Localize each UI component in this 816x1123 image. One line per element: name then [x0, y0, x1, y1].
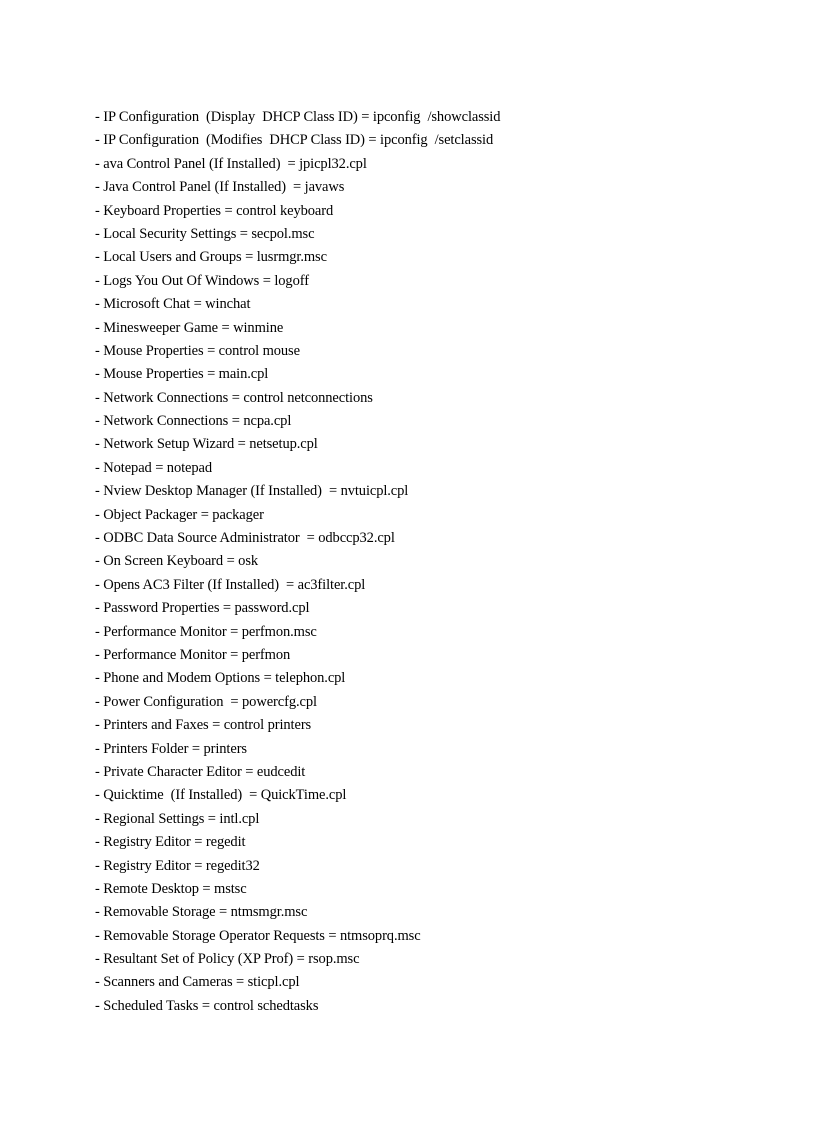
command-line: - Regional Settings = intl.cpl: [95, 810, 260, 827]
command-line: - Resultant Set of Policy (XP Prof) = rsop.msc: [95, 951, 360, 968]
command-line: - Java Control Panel (If Installed) = javaws: [95, 179, 345, 196]
command-line: - ODBC Data Source Administrator = odbccp32.cpl: [95, 530, 395, 547]
command-line: - On Screen Keyboard = osk: [95, 553, 259, 570]
command-line: - Notepad = notepad: [95, 459, 213, 476]
command-line: - ava Control Panel (If Installed) = jpicpl32.cpl: [95, 155, 367, 172]
command-line: - Object Packager = packager: [95, 506, 264, 523]
command-line: - Power Configuration = powercfg.cpl: [95, 693, 317, 710]
command-line: - Performance Monitor = perfmon.msc: [95, 623, 317, 640]
command-line: - Mouse Properties = main.cpl: [95, 366, 269, 383]
command-line: - Performance Monitor = perfmon: [95, 646, 291, 663]
command-line: - Remote Desktop = mstsc: [95, 880, 247, 897]
command-line: - Network Setup Wizard = netsetup.cpl: [95, 436, 318, 453]
command-line: - Local Users and Groups = lusrmgr.msc: [95, 249, 327, 266]
command-line: - Mouse Properties = control mouse: [95, 342, 300, 359]
command-line: - Removable Storage Operator Requests = ntmsoprq.msc: [95, 927, 421, 944]
command-line: - Keyboard Properties = control keyboard: [95, 202, 334, 219]
command-line: - Quicktime (If Installed) = QuickTime.cpl: [95, 787, 347, 804]
command-line: - Nview Desktop Manager (If Installed) = nvtuicpl.cpl: [95, 483, 409, 500]
command-line: - Opens AC3 Filter (If Installed) = ac3filter.cpl: [95, 576, 366, 593]
command-line: - Registry Editor = regedit: [95, 834, 246, 851]
command-line: - Local Security Settings = secpol.msc: [95, 225, 315, 242]
command-line: - Minesweeper Game = winmine: [95, 319, 284, 336]
command-line: - Scheduled Tasks = control schedtasks: [95, 997, 319, 1014]
command-line: - Removable Storage = ntmsmgr.msc: [95, 904, 308, 921]
command-list: [95, 106, 500, 1018]
command-line: - Scanners and Cameras = sticpl.cpl: [95, 974, 300, 991]
command-line: - Logs You Out Of Windows = logoff: [95, 272, 309, 289]
command-line: - Printers Folder = printers: [95, 740, 247, 757]
command-line: - Private Character Editor = eudcedit: [95, 763, 306, 780]
command-line: - Microsoft Chat = winchat: [95, 296, 251, 313]
command-line: - IP Configuration (Modifies DHCP Class ID) = ipconfig /setclassid: [95, 132, 494, 149]
command-line: - Printers and Faxes = control printers: [95, 717, 312, 734]
command-line: - Registry Editor = regedit32: [95, 857, 260, 874]
command-line: - Network Connections = control netconnections: [95, 389, 373, 406]
command-line: - Network Connections = ncpa.cpl: [95, 413, 292, 430]
command-line: - IP Configuration (Display DHCP Class ID) = ipconfig /showclassid: [95, 109, 501, 125]
command-line: - Password Properties = password.cpl: [95, 600, 310, 617]
command-line: - Phone and Modem Options = telephon.cpl: [95, 670, 346, 687]
